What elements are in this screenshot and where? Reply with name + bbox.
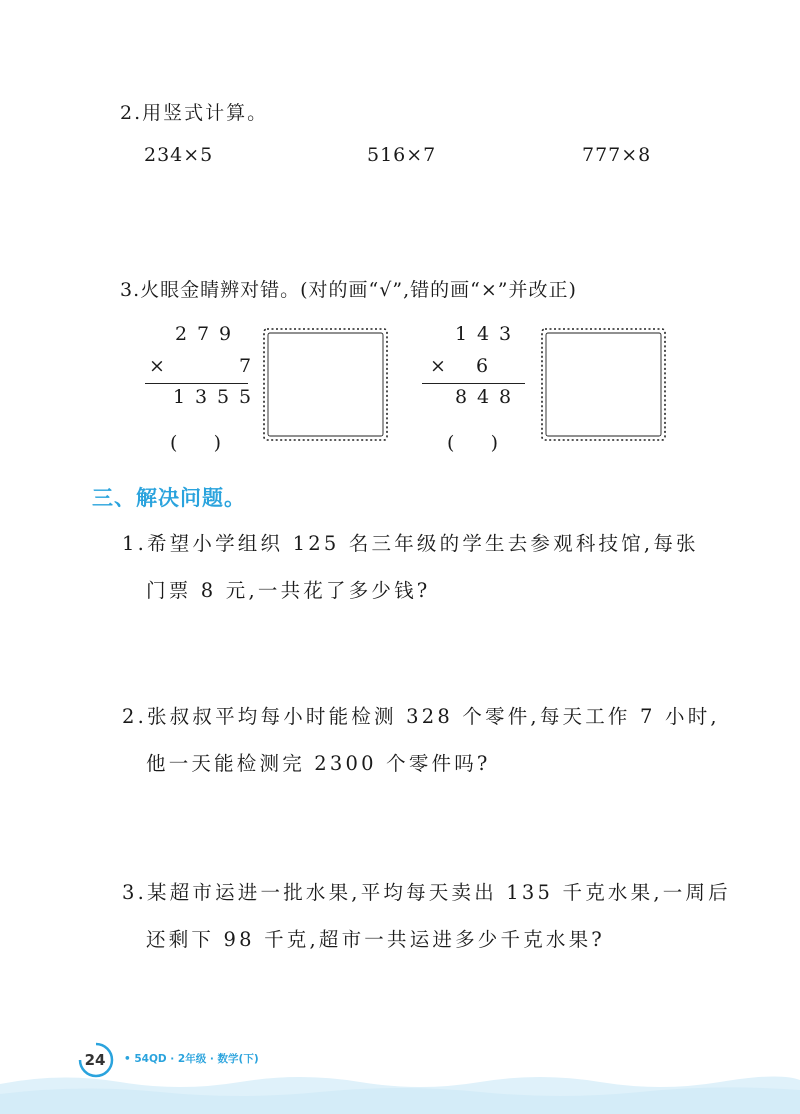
problem-a-multiplier	[146, 355, 256, 377]
digit: 9	[218, 323, 232, 345]
problem-3-line-2: 还剩下 98 千克,超市一共运进多少千克水果?	[146, 928, 605, 951]
digit: 4	[476, 323, 490, 345]
digit: 3	[194, 386, 208, 408]
digit: 5	[216, 386, 230, 408]
expression-1: 234×5	[144, 144, 214, 166]
problem-b-multiplicand	[450, 323, 516, 345]
expression-2: 516×7	[367, 144, 437, 166]
digit: 2	[174, 323, 188, 345]
problem-a-answer-paren[interactable]: ( )	[170, 432, 222, 454]
problem-a-rule	[145, 383, 248, 384]
times-sign: ×	[430, 355, 446, 377]
digit: 3	[498, 323, 512, 345]
digit: 1	[454, 323, 468, 345]
problem-3-line-1: 3.某超市运进一批水果,平均每天卖出 135 千克水果,一周后	[122, 881, 731, 904]
footer-text: • 54QD · 2年级 · 数学(下)	[124, 1053, 259, 1065]
digit: 6	[475, 355, 489, 377]
question-2-title: 2.用竖式计算。	[120, 102, 269, 124]
digit: 1	[172, 386, 186, 408]
digit: 4	[476, 386, 490, 408]
problem-a-multiplicand	[170, 323, 236, 345]
problem-b-rule	[422, 383, 525, 384]
digit: 8	[454, 386, 468, 408]
problem-b-multiplier	[427, 355, 493, 377]
problem-2-line-1: 2.张叔叔平均每小时能检测 328 个零件,每天工作 7 小时,	[122, 705, 720, 728]
digit: 5	[238, 386, 252, 408]
problem-b-answer-paren[interactable]: ( )	[447, 432, 499, 454]
page-number: 24	[84, 1051, 106, 1069]
problem-a-correction-box[interactable]	[259, 324, 392, 445]
problem-a-result	[146, 386, 256, 408]
question-3-title: 3.火眼金睛辨对错。(对的画“√”,错的画“×”并改正)	[120, 279, 577, 301]
digit: 7	[238, 355, 252, 377]
digit: 8	[498, 386, 512, 408]
footer-wave-band	[0, 1070, 800, 1114]
digit: 7	[196, 323, 210, 345]
problem-2-line-2: 他一天能检测完 2300 个零件吗?	[146, 752, 491, 775]
times-sign: ×	[149, 355, 165, 377]
expression-3: 777×8	[582, 144, 652, 166]
problem-b-correction-box[interactable]	[537, 324, 670, 445]
problem-b-result	[450, 386, 516, 408]
problem-1-line-1: 1.希望小学组织 125 名三年级的学生去参观科技馆,每张	[122, 532, 699, 555]
problem-1-line-2: 门票 8 元,一共花了多少钱?	[146, 579, 431, 602]
section-3-title: 三、解决问题。	[92, 486, 246, 510]
